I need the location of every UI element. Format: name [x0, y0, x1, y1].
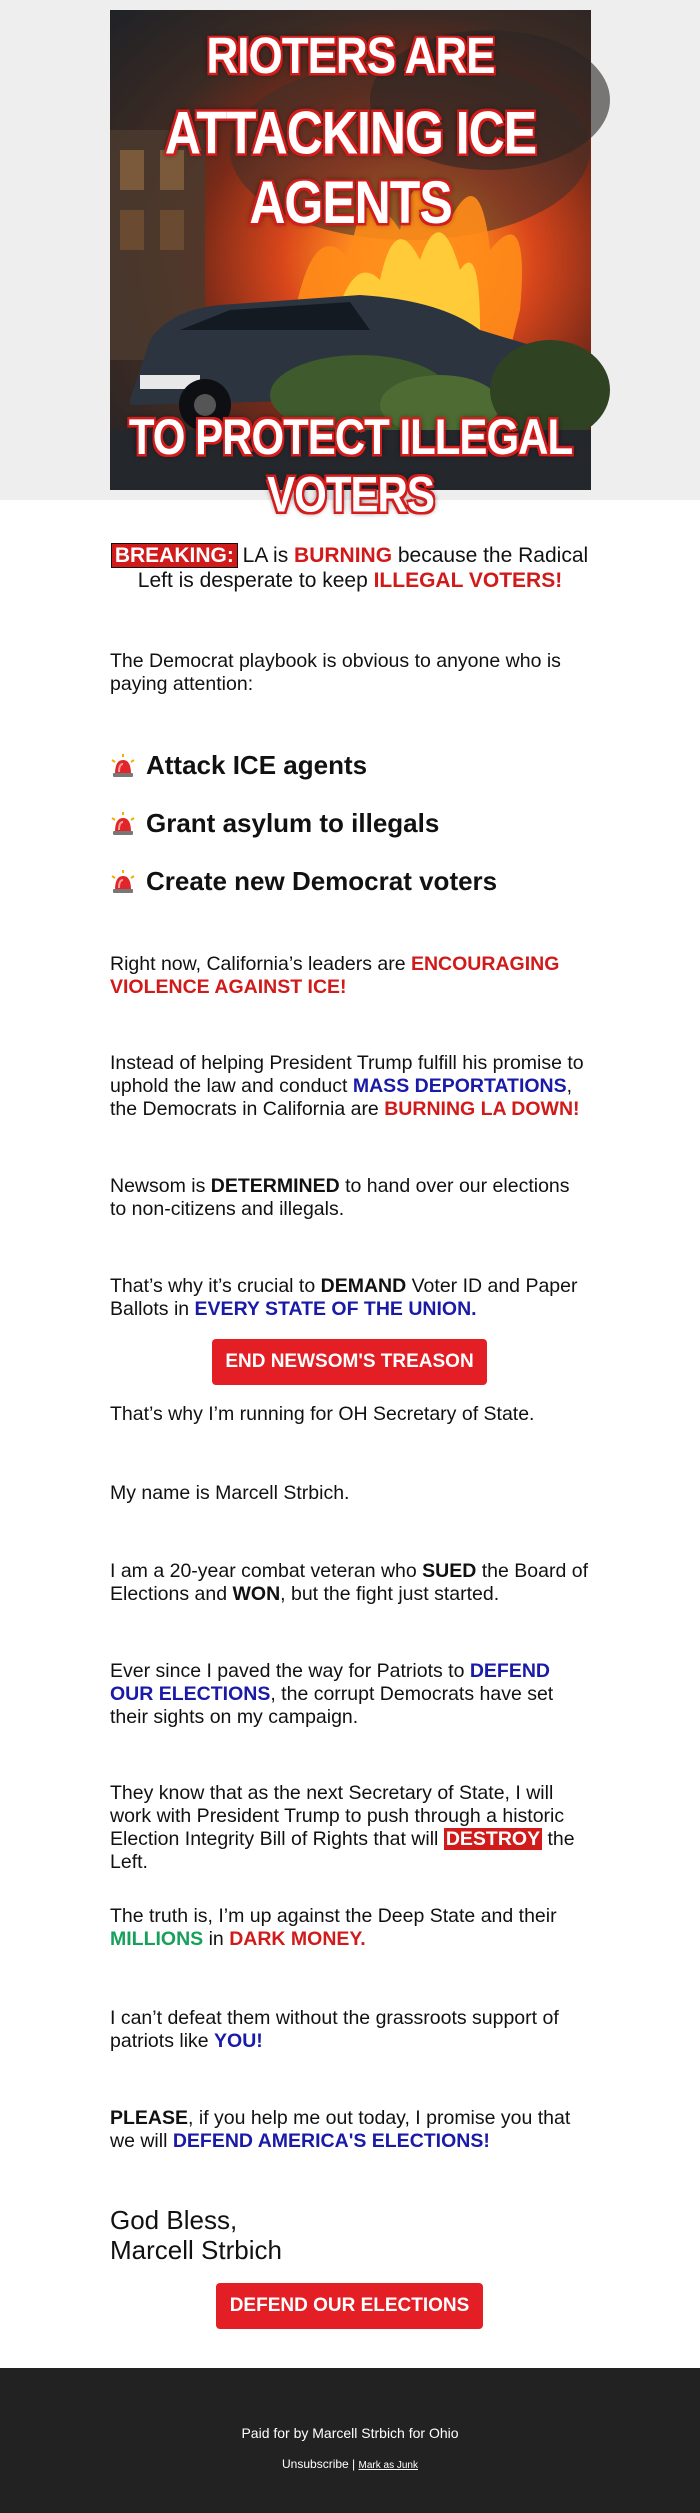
paved-paragraph: Ever since I paved the way for Patriots to DEFEND OUR ELECTIONS, the corrupt Democrats have set their sights on my campaign. — [110, 1660, 554, 1728]
bullet-text: Grant asylum to illegals — [146, 808, 440, 838]
hero-image — [110, 10, 591, 523]
footer — [0, 2368, 700, 2513]
bullet-item — [110, 808, 439, 839]
bullet-text: Attack ICE agents — [146, 750, 368, 780]
hero-headline-line3: TO PROTECT ILLEGAL VOTERS — [128, 408, 573, 523]
bill-of-rights-paragraph: They know that as the next Secretary of State, I will work with President Trump to push through a historic Election Integrity Bill of Rights that will DESTROY the Left. — [110, 1782, 575, 1873]
siren-icon — [110, 870, 136, 894]
defend-our-elections-button[interactable]: DEFEND OUR ELECTIONS — [216, 2283, 483, 2329]
footer-separator: | — [348, 2457, 359, 2471]
hero-headline-line1: RIOTERS ARE — [206, 28, 495, 85]
instead-paragraph: Instead of helping President Trump fulfill his promise to uphold the law and conduct MASS DEPORTATIONS, the Democrats in California are BURNING LA DOWN! — [110, 1052, 584, 1120]
bullet-item — [110, 866, 497, 897]
bullet-text: Create new Democrat voters — [146, 866, 498, 896]
siren-icon — [110, 812, 136, 836]
please-paragraph: PLEASE, if you help me out today, I promise you that we will DEFEND AMERICA'S ELECTIONS! — [110, 2107, 571, 2152]
breaking-label: BREAKING: — [112, 544, 237, 567]
paid-for-disclaimer: Paid for by Marcell Strbich for Ohio — [241, 2425, 459, 2441]
veteran-paragraph: I am a 20-year combat veteran who SUED the Board of Elections and WON, but the fight just started. — [110, 1560, 589, 1605]
breaking-paragraph: BREAKING: LA is BURNING because the Radical Left is desperate to keep ILLEGAL VOTERS! — [110, 543, 590, 593]
signoff-signature: Marcell Strbich — [110, 2235, 282, 2265]
demand-paragraph: That’s why it’s crucial to DEMAND Voter ID and Paper Ballots in EVERY STATE OF THE UNION. — [110, 1275, 578, 1320]
deep-state-paragraph: The truth is, I’m up against the Deep State and their MILLIONS in DARK MONEY. — [110, 1905, 557, 1950]
newsom-paragraph: Newsom is DETERMINED to hand over our elections to non-citizens and illegals. — [110, 1175, 570, 1220]
mark-as-junk-link[interactable]: Mark as Junk — [358, 2460, 418, 2471]
siren-icon — [110, 754, 136, 778]
burning-highlight: BURNING — [294, 544, 393, 567]
destroy-highlight: DESTROY — [445, 1828, 541, 1850]
footer-links — [0, 2457, 700, 2471]
name-paragraph: My name is Marcell Strbich. — [110, 1482, 350, 1504]
end-newsoms-treason-button[interactable]: END NEWSOM'S TREASON — [212, 1339, 487, 1385]
signoff — [110, 2205, 282, 2265]
california-paragraph: Right now, California’s leaders are ENCOURAGING VIOLENCE AGAINST ICE! — [110, 953, 560, 998]
unsubscribe-link[interactable]: Unsubscribe — [282, 2457, 349, 2471]
signoff-greeting: God Bless, — [110, 2205, 238, 2235]
bullet-item — [110, 750, 367, 781]
hero-headline-line2: ATTACKING ICE AGENTS — [164, 99, 537, 237]
illegal-voters-highlight: ILLEGAL VOTERS! — [373, 569, 563, 592]
running-paragraph: That’s why I’m running for OH Secretary of State. — [110, 1403, 535, 1425]
playbook-paragraph: The Democrat playbook is obvious to anyone who is paying attention: — [110, 650, 561, 695]
grassroots-paragraph: I can’t defeat them without the grassroots support of patriots like YOU! — [110, 2007, 559, 2052]
